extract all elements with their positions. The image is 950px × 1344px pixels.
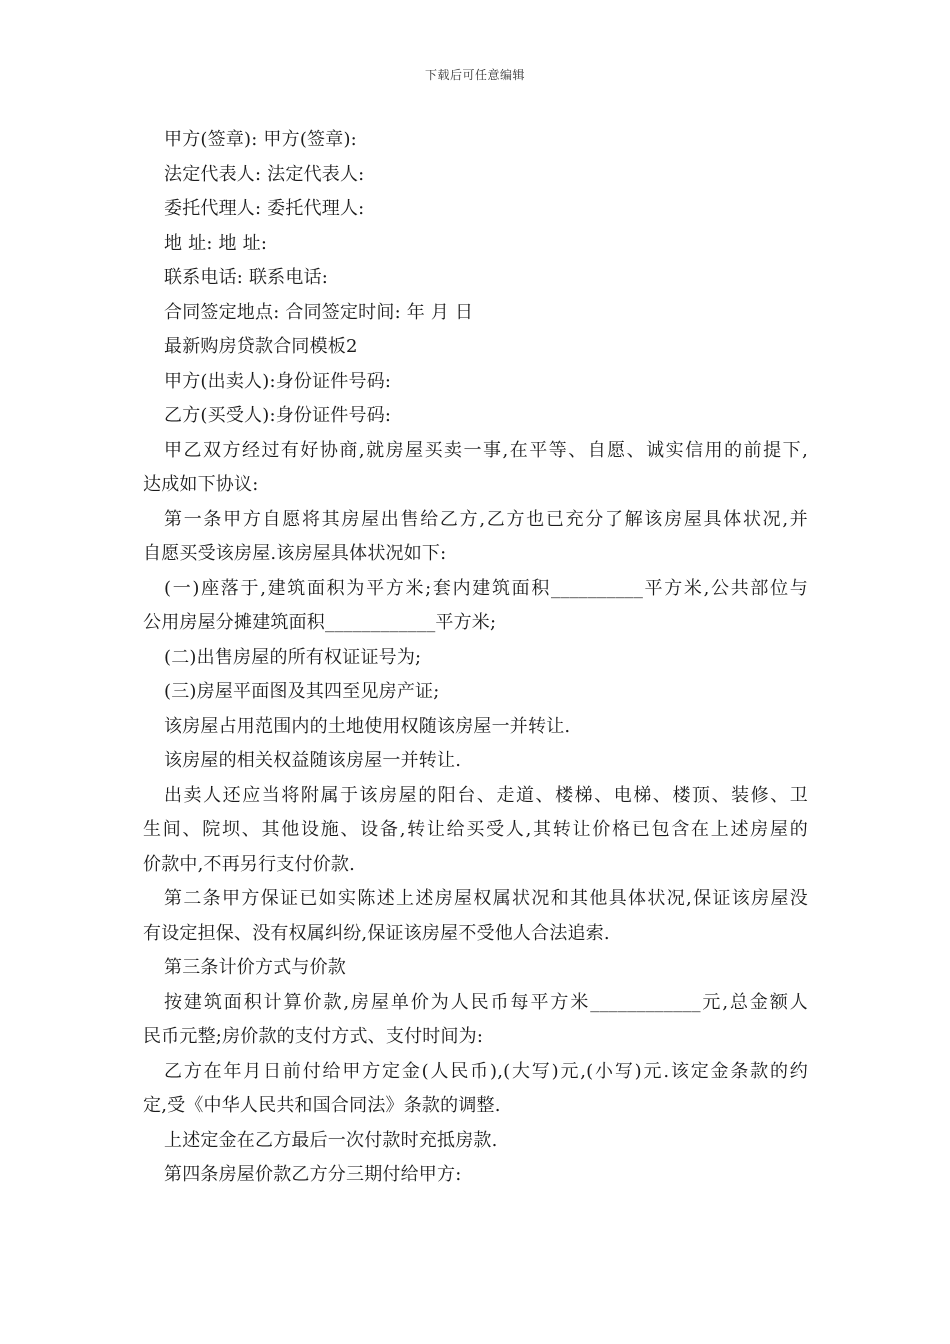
text-line: 第四条房屋价款乙方分三期付给甲方: <box>164 1164 462 1185</box>
text-line: 该房屋占用范围内的土地使用权随该房屋一并转让. <box>164 715 571 737</box>
text-line: (三)房屋平面图及其四至见房产证; <box>164 681 440 702</box>
text-line: 价款中,不再另行支付价款. <box>143 853 356 875</box>
text-line: 联系电话: 联系电话: <box>164 267 329 288</box>
text-line: 法定代表人: 法定代表人: <box>164 163 365 185</box>
text-line: 自愿买受该房屋.该房屋具体状况如下: <box>143 543 447 564</box>
text-line: 上述定金在乙方最后一次付款时充抵房款. <box>164 1129 498 1151</box>
text-line: 甲方(签章): 甲方(签章): <box>164 129 357 150</box>
text-line: 该房屋的相关权益随该房屋一并转让. <box>164 750 462 771</box>
text-line: 第一条甲方自愿将其房屋出售给乙方,乙方也已充分了解该房屋具体状况,并 <box>164 508 808 530</box>
text-line: (二)出售房屋的所有权证证号为; <box>164 646 422 668</box>
text-line: 委托代理人: 委托代理人: <box>164 198 365 219</box>
text-line: 乙方在年月日前付给甲方定金(人民币),(大写)元,(小写)元.该定金条款的约 <box>164 1060 808 1082</box>
text-line: 按建筑面积计算价款,房屋单价为人民币每平方米____________元,总金额人 <box>164 991 808 1013</box>
text-line: 出卖人还应当将附属于该房屋的阳台、走道、楼梯、电梯、楼顶、装修、卫 <box>164 784 808 806</box>
text-line: 甲方(出卖人):身份证件号码: <box>164 370 392 392</box>
text-line: 达成如下协议: <box>143 474 259 495</box>
text-line: 甲乙双方经过有好协商,就房屋买卖一事,在平等、自愿、诚实信用的前提下, <box>164 439 808 461</box>
text-line: 乙方(买受人):身份证件号码: <box>164 405 392 426</box>
document-body <box>143 123 808 1193</box>
text-line: 有设定担保、没有权属纠纷,保证该房屋不受他人合法追索. <box>143 922 610 944</box>
text-line: 生间、院坝、其他设施、设备,转让给买受人,其转让价格已包含在上述房屋的 <box>143 819 808 840</box>
text-line: 民币元整;房价款的支付方式、支付时间为: <box>143 1026 484 1047</box>
text-line: 第二条甲方保证已如实陈述上述房屋权属状况和其他具体状况,保证该房屋没 <box>164 888 808 909</box>
text-line: 最新购房贷款合同模板2 <box>164 336 358 357</box>
text-line: 公用房屋分摊建筑面积____________平方米; <box>143 612 497 633</box>
page-header: 下载后可任意编辑 <box>424 68 525 82</box>
text-line: 第三条计价方式与价款 <box>164 957 346 978</box>
text-line: 地 址: 地 址: <box>164 232 268 254</box>
text-line: 合同签定地点: 合同签定时间: 年 月 日 <box>164 301 474 323</box>
text-line: 定,受《中华人民共和国合同法》条款的调整. <box>143 1095 501 1116</box>
text-line: (一)座落于,建筑面积为平方米;套内建筑面积__________平方米,公共部位与 <box>164 577 808 599</box>
